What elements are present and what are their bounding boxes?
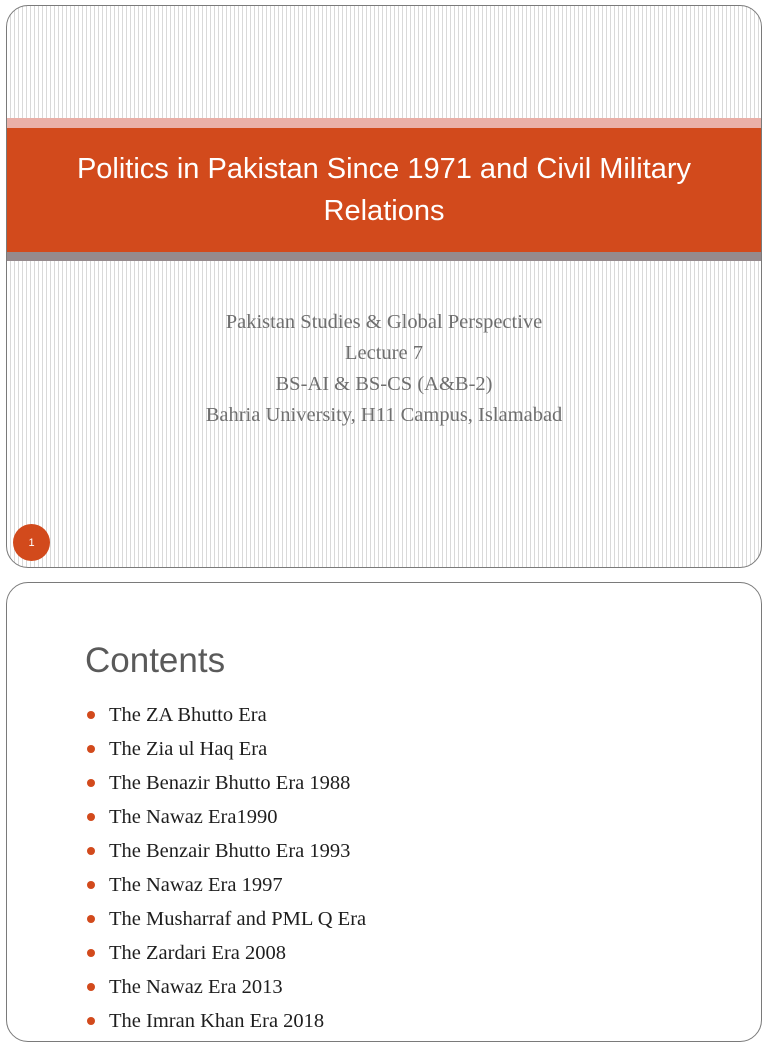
list-item (85, 868, 366, 902)
list-item-text: The Nawaz Era 1997 (109, 873, 283, 896)
bullet-icon (87, 847, 95, 855)
title-slide (6, 5, 762, 568)
list-item-text: The Nawaz Era 2013 (109, 975, 283, 998)
list-item-text: The Benazir Bhutto Era 1988 (109, 771, 351, 794)
list-item (85, 1004, 366, 1038)
subtitle-line-university: Bahria University, H11 Campus, Islamabad (205, 404, 563, 426)
list-item-text: The ZA Bhutto Era (109, 703, 267, 726)
bullet-icon (87, 779, 95, 787)
contents-heading: Contents (85, 641, 226, 680)
slide-number-badge: 1 (13, 524, 50, 561)
bullet-icon (87, 983, 95, 991)
bullet-icon (87, 813, 95, 821)
list-item-text: The Imran Khan Era 2018 (109, 1009, 325, 1032)
list-item-text: The Nawaz Era1990 (109, 805, 278, 828)
title-band (7, 128, 761, 252)
contents-slide (6, 582, 762, 1042)
list-item (85, 766, 366, 800)
bullet-icon (87, 711, 95, 719)
list-item (85, 834, 366, 868)
slide-title: Politics in Pakistan Since 1971 and Civil Military Relations (76, 153, 692, 227)
subtitle-line-course: Pakistan Studies & Global Perspective (225, 311, 543, 333)
bullet-icon (87, 915, 95, 923)
list-item (85, 698, 366, 732)
gray-accent-stripe (7, 252, 761, 261)
list-item-text: The Benzair Bhutto Era 1993 (109, 839, 351, 862)
pink-accent-stripe (7, 118, 761, 128)
subtitle-block (7, 307, 761, 431)
list-item-text: The Musharraf and PML Q Era (109, 907, 367, 930)
subtitle-line-program: BS-AI & BS-CS (A&B-2) (275, 373, 493, 395)
bullet-icon (87, 881, 95, 889)
bullet-icon (87, 745, 95, 753)
subtitle-line-lecture: Lecture 7 (345, 342, 423, 364)
list-item (85, 970, 366, 1004)
list-item-text: The Zardari Era 2008 (109, 941, 287, 964)
list-item (85, 936, 366, 970)
contents-list (85, 698, 366, 1038)
list-item-text: The Zia ul Haq Era (109, 737, 268, 760)
list-item (85, 902, 366, 936)
list-item (85, 732, 366, 766)
list-item (85, 800, 366, 834)
bullet-icon (87, 949, 95, 957)
